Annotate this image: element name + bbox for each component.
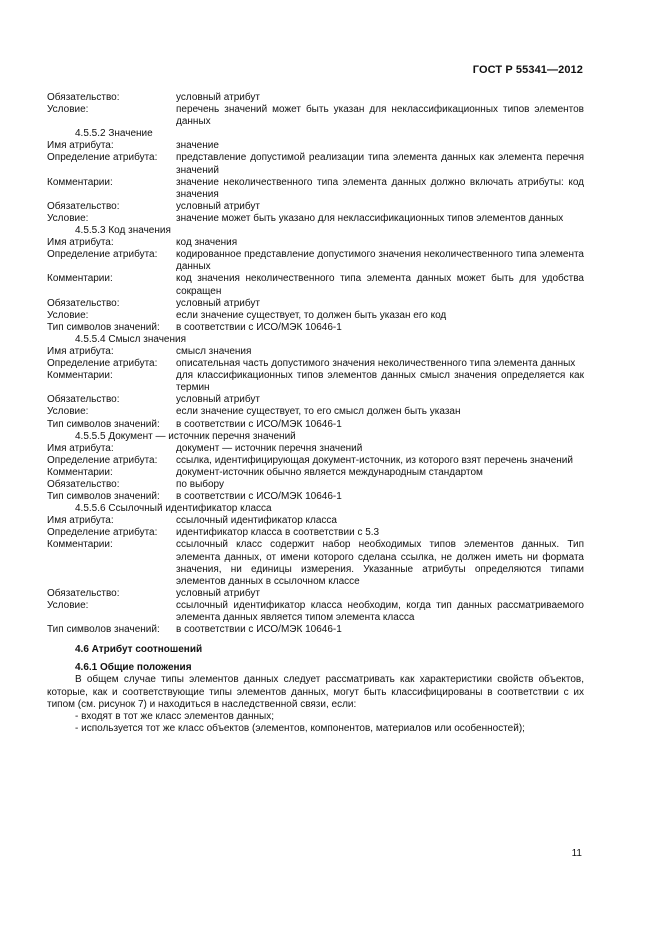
attribute-label: Обязательство:: [47, 587, 120, 599]
attribute-label: Комментарии:: [47, 273, 113, 285]
attribute-value: в соответствии с ИСО/МЭК 10646-1: [176, 418, 342, 430]
document-code-header: ГОСТ Р 55341—2012: [472, 64, 583, 76]
subsection-heading: 4.5.5.6 Ссылочный идентификатор класса: [75, 503, 272, 515]
subsection-title: 4.6.1 Общие положения: [75, 662, 192, 674]
attribute-row: [47, 515, 584, 527]
document-body: [47, 92, 584, 735]
attribute-value: условный атрибут: [176, 297, 260, 309]
attribute-label: Определение атрибута:: [47, 152, 158, 164]
attribute-label: Условие:: [47, 104, 89, 116]
attribute-label: Определение атрибута:: [47, 454, 158, 466]
subsection-heading: 4.5.5.3 Код значения: [75, 225, 171, 237]
attribute-label: Имя атрибута:: [47, 237, 114, 249]
section-heading: 4.6 Атрибут соотношений: [75, 644, 203, 656]
attribute-value: ссылочный идентификатор класса: [176, 515, 337, 527]
paragraph: В общем случае типы элементов данных следует рассматривать как характеристики свойств объектов, которые, как и соответствующие типы элементов данных, могут быть классифицированы в соответствии с их типом (см. рисунок 7) и находиться в наследственной связи, если:: [47, 674, 584, 710]
attribute-value: если значение существует, то должен быть указан его код: [176, 309, 447, 321]
attribute-label: Тип символов значений:: [47, 321, 160, 333]
attribute-row: [47, 152, 584, 176]
attribute-label: Имя атрибута:: [47, 345, 114, 357]
attribute-label: Обязательство:: [47, 92, 120, 103]
attribute-row: [47, 322, 584, 334]
attribute-row: [47, 467, 584, 479]
attribute-label: Определение атрибута:: [47, 527, 158, 539]
attribute-row: [47, 140, 584, 152]
attribute-value: ссылочный идентификатор класса необходим, когда тип данных рассматриваемого элемента данных является типом элемента класса: [176, 599, 584, 624]
attribute-row: [47, 419, 584, 431]
attribute-row: [47, 406, 584, 418]
attribute-label: Имя атрибута:: [47, 140, 114, 152]
attribute-value: в соответствии с ИСО/МЭК 10646-1: [176, 321, 342, 333]
attribute-row: [47, 249, 584, 273]
subsection-heading: 4.5.5.4 Смысл значения: [75, 333, 187, 345]
subsection-heading: 4.5.5.2 Значение: [75, 128, 153, 140]
attribute-row: [47, 539, 584, 587]
attribute-value: идентификатор класса в соответствии с 5.3: [176, 527, 380, 539]
attribute-label: Обязательство:: [47, 200, 120, 212]
attribute-value: ссылочный класс содержит набор необходимых типов элементов данных. Тип элемента данных, от имени которого сделана ссылка, не должен иметь ни формата значения, ни единицы измерения. Указанные атрибуты определяются типами элементов данных в ссылочном классе: [176, 539, 584, 587]
attribute-value: значение неколичественного типа элемента данных должно включать атрибуты: код значения: [176, 176, 584, 200]
attribute-row: [47, 201, 584, 213]
attribute-value: условный атрибут: [176, 92, 260, 103]
attribute-value: в соответствии с ИСО/МЭК 10646-1: [176, 491, 342, 503]
attribute-label: Определение атрибута:: [47, 249, 158, 261]
attribute-row: [47, 177, 584, 201]
attribute-row: [47, 624, 584, 636]
attribute-value: документ — источник перечня значений: [176, 442, 363, 454]
attribute-value: значение: [176, 140, 219, 152]
attribute-value: условный атрибут: [176, 587, 260, 599]
attribute-value: по выбору: [176, 479, 224, 490]
attribute-value: документ-источник обычно является международным стандартом: [176, 466, 483, 478]
attribute-label: Тип символов значений:: [47, 624, 160, 636]
list-item: - используется тот же класс объектов (элементов, компонентов, материалов или особенностей);: [75, 722, 525, 734]
attribute-row: [47, 346, 584, 358]
attribute-value: представление допустимой реализации типа элемента данных как элемента перечня значений: [176, 152, 584, 176]
attribute-row: [47, 479, 584, 491]
attribute-value: значение может быть указано для неклассификационных типов элементов данных: [176, 212, 564, 224]
attribute-value: кодированное представление допустимого значения неколичественного типа элемента данных: [176, 249, 584, 273]
attribute-row: [47, 443, 584, 455]
attribute-label: Условие:: [47, 212, 89, 224]
attribute-value: код значения: [176, 237, 238, 249]
attribute-row: [47, 370, 584, 394]
page-number: 11: [571, 848, 582, 859]
attribute-row: [47, 600, 584, 624]
attribute-value: описательная часть допустимого значения неколичественного типа элемента данных: [176, 358, 576, 370]
attribute-label: Тип символов значений:: [47, 418, 160, 430]
attribute-value: в соответствии с ИСО/МЭК 10646-1: [176, 624, 342, 636]
attribute-row: [47, 92, 584, 104]
attribute-row: [47, 298, 584, 310]
attribute-row: [47, 237, 584, 249]
attribute-value: код значения неколичественного типа элемента данных может быть для удобства сокращен: [176, 273, 584, 297]
attribute-row: [47, 358, 584, 370]
attribute-label: Условие:: [47, 406, 89, 418]
attribute-value: если значение существует, то его смысл должен быть указан: [176, 406, 461, 418]
attribute-row: [47, 310, 584, 322]
subsection-heading: 4.5.5.5 Документ — источник перечня значений: [75, 430, 296, 442]
attribute-label: Комментарии:: [47, 539, 113, 551]
attribute-row: [47, 455, 584, 467]
attribute-row: [47, 491, 584, 503]
attribute-label: Обязательство:: [47, 297, 120, 309]
attribute-value: смысл значения: [176, 345, 252, 357]
attribute-label: Обязательство:: [47, 394, 120, 406]
attribute-row: [47, 588, 584, 600]
attribute-label: Комментарии:: [47, 466, 113, 478]
attribute-label: Комментарии:: [47, 176, 113, 188]
attribute-row: [47, 104, 584, 128]
attribute-value: условный атрибут: [176, 394, 260, 406]
attribute-value: условный атрибут: [176, 200, 260, 212]
attribute-label: Тип символов значений:: [47, 491, 160, 503]
attribute-value: ссылка, идентифицирующая документ-источник, из которого взят перечень значений: [176, 454, 573, 466]
attribute-row: [47, 273, 584, 297]
attribute-value: перечень значений может быть указан для неклассификационных типов элементов данных: [176, 104, 584, 128]
attribute-label: Условие:: [47, 309, 89, 321]
attribute-row: [47, 394, 584, 406]
attribute-label: Обязательство:: [47, 479, 120, 490]
attribute-label: Условие:: [47, 599, 89, 611]
attribute-value: для классификационных типов элементов данных смысл значения определяется как термин: [176, 370, 584, 394]
attribute-label: Определение атрибута:: [47, 358, 158, 370]
attribute-label: Комментарии:: [47, 370, 113, 382]
attribute-row: [47, 527, 584, 539]
attribute-row: [47, 213, 584, 225]
list-item: - входят в тот же класс элементов данных;: [75, 710, 274, 722]
attribute-label: Имя атрибута:: [47, 515, 114, 527]
attribute-label: Имя атрибута:: [47, 442, 114, 454]
